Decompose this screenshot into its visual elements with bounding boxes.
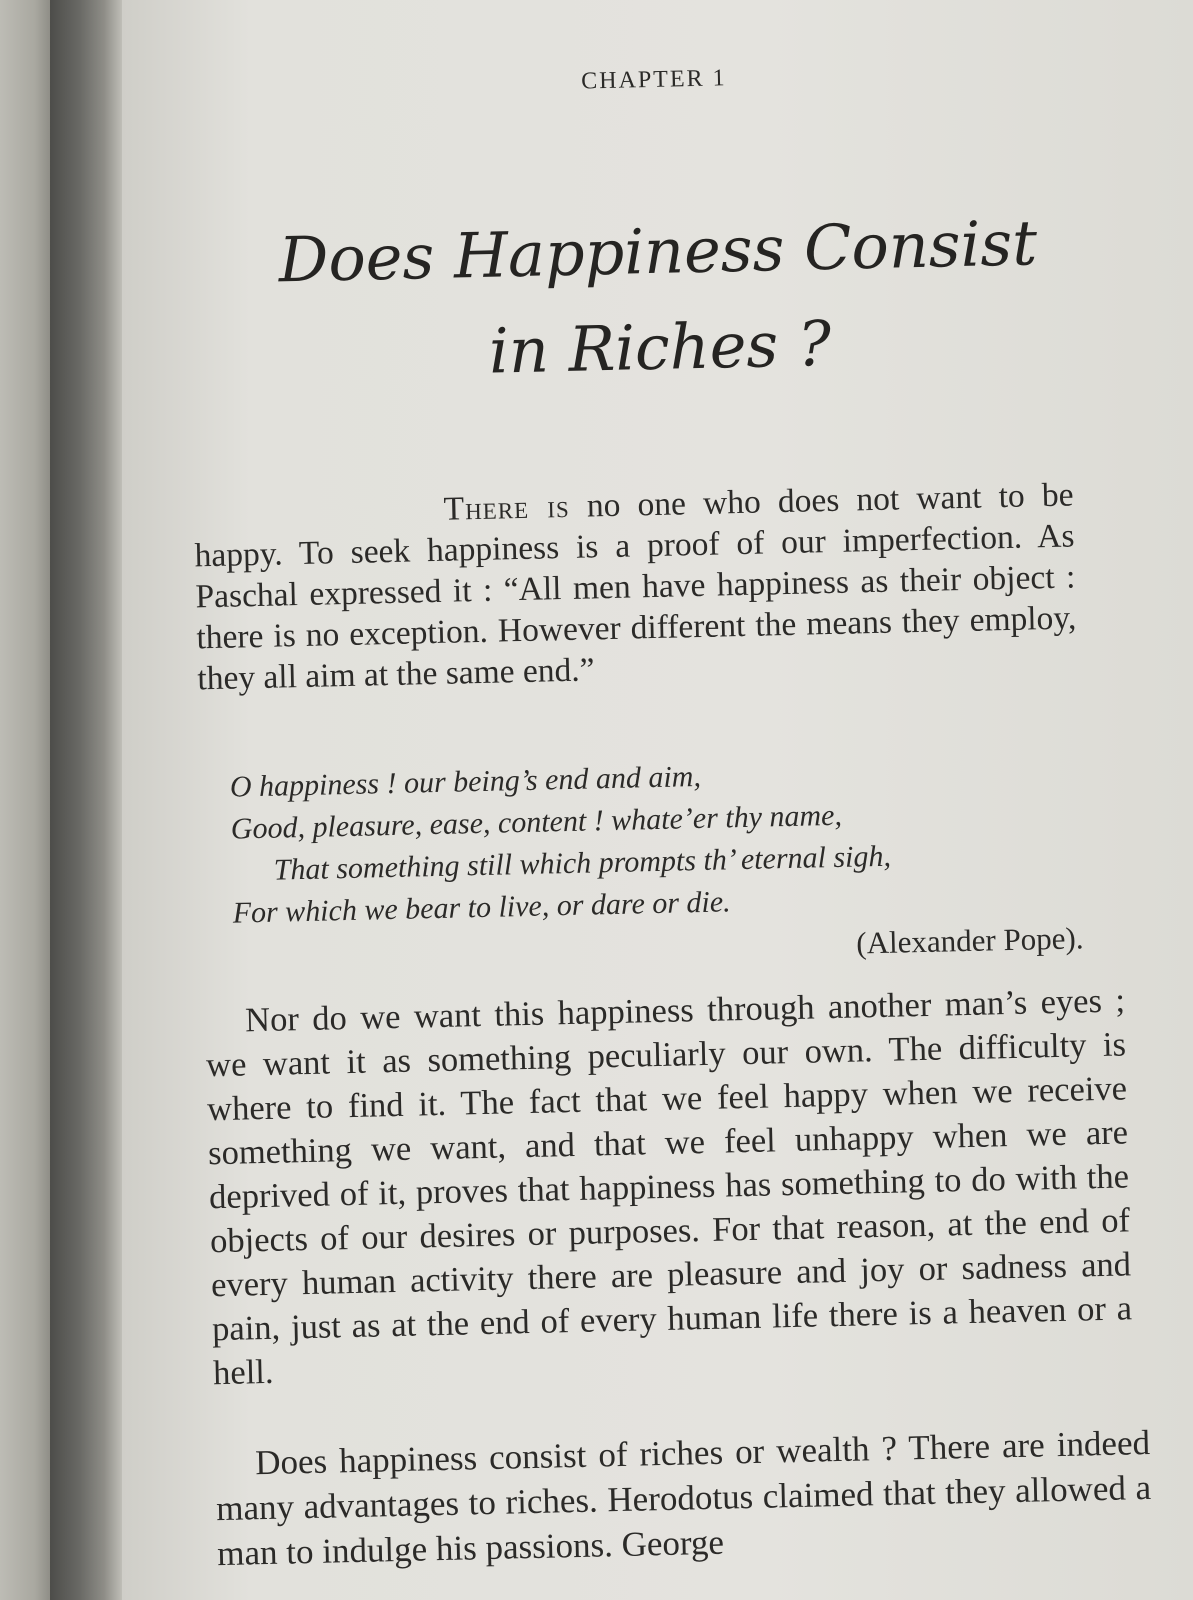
paragraph-2: Nor do we want this happiness through another man’s eyes ; we want it as something peculiarly our own. The difficulty is where to find it. The fact that we feel happy when we receive something we want, and that we feel unhappy when we are deprived of it, proves that happiness has something to do with the objects of our desires or purposes. For that reason, at the end of every human activity there are pleasure and joy or sadness and pain, just as at the end of every human life there is a heaven or a hell.	[205, 981, 1133, 1393]
chapter-heading: CHAPTER 1	[580, 65, 727, 95]
poem-line-4: For which we bear to live, or dare or die.	[232, 885, 731, 930]
poem-line-1: O happiness ! our being’s end and aim,	[229, 759, 702, 804]
poem-quote	[229, 747, 1084, 978]
chapter-title	[167, 193, 1151, 407]
page-gutter-shadow	[50, 0, 122, 1600]
paragraph-1-lead: There is	[443, 487, 571, 528]
chapter-title-line-2: in Riches ?	[488, 306, 832, 388]
poem-attribution: (Alexander Pope).	[855, 920, 1084, 961]
chapter-title-line-1: Does Happiness Consist	[277, 206, 1038, 297]
book-page	[122, 0, 1193, 1600]
book-spine-edge	[0, 0, 50, 1600]
poem-line-3: That something still which prompts th’ eternal sigh,	[273, 839, 892, 887]
poem-line-2: Good, pleasure, ease, content ! whate’er thy name,	[230, 798, 843, 846]
paragraph-1-text: no one who does not want to be happy. To seek happiness is a proof of our imperfection. As Paschal expressed it : “All men have happiness as their object : there is no exception. However different the means they employ, they all aim at the same end.”	[194, 476, 1077, 698]
paragraph-1	[193, 474, 1077, 699]
paragraph-3: Does happiness consist of riches or wealth ? There are indeed many advantages to riches. Herodotus claimed that they allowed a man to indulge his passions. George	[215, 1422, 1152, 1574]
